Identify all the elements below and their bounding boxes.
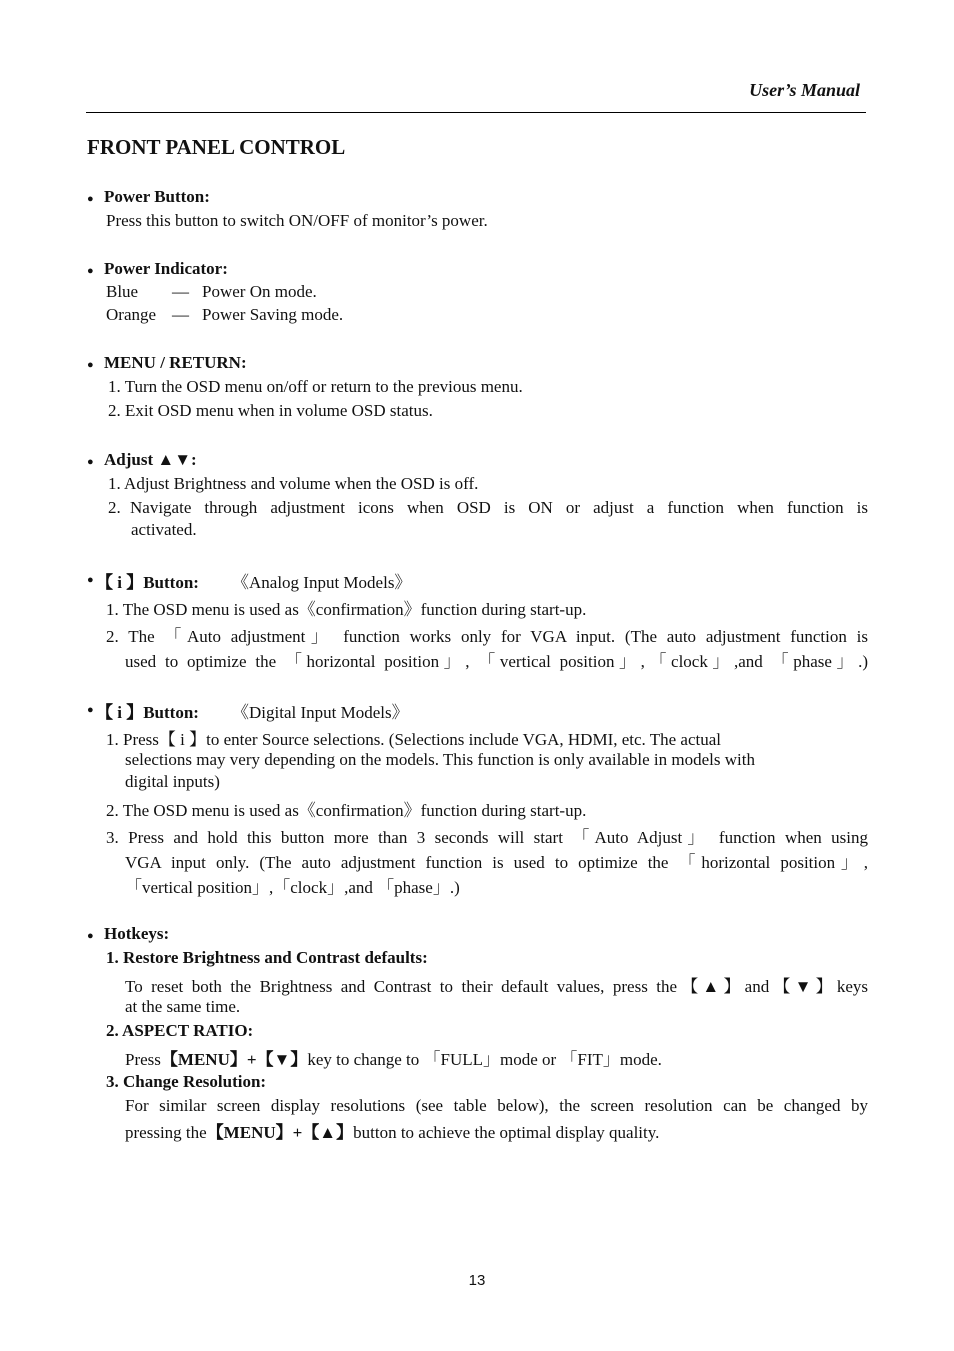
menu-return-item-1: 1. Turn the OSD menu on/off or return to the previous menu. bbox=[108, 377, 523, 396]
digital-item-3-line-2: VGA input only. (The auto adjustment function is used to optimize the 「horizontal position」, bbox=[125, 853, 868, 872]
bullet: ● bbox=[87, 574, 94, 586]
analog-item-1: 1. The OSD menu is used as《confirmation》function during start-up. bbox=[106, 600, 587, 619]
digital-item-1-line-1: 1. Press【 i 】to enter Source selections. (Selections include VGA, HDMI, etc. The actual bbox=[106, 730, 722, 749]
hotkey-2-keys: 【MENU】+【▼】 bbox=[160, 1050, 308, 1069]
analog-models-tag: 《Analog Input Models》 bbox=[232, 573, 412, 592]
digital-models-tag: 《Digital Input Models》 bbox=[232, 703, 409, 722]
hotkey-2-title: 2. ASPECT RATIO: bbox=[106, 1021, 254, 1040]
i-button-digital-label: 【 i 】Button: bbox=[96, 703, 199, 722]
indicator-color-orange: Orange bbox=[106, 305, 157, 324]
bullet: ● bbox=[87, 359, 94, 371]
bullet: ● bbox=[87, 193, 94, 205]
adjust-item-2-line-2: activated. bbox=[131, 520, 197, 539]
hotkey-2-post: key to change to 「FULL」mode or 「FIT」mode. bbox=[307, 1050, 662, 1069]
digital-item-1-line-2: selections may very depending on the models. This function is only available in models with bbox=[125, 750, 755, 769]
power-button-desc: Press this button to switch ON/OFF of monitor’s power. bbox=[106, 211, 488, 230]
digital-item-3-line-1: 3. Press and hold this button more than 3 seconds will start 「Auto Adjust」 function when using bbox=[106, 828, 868, 847]
bullet: ● bbox=[87, 704, 94, 716]
indicator-dash: — bbox=[172, 282, 189, 301]
hotkey-3-pre: pressing the bbox=[125, 1123, 207, 1142]
page-number: 13 bbox=[468, 1272, 486, 1289]
adjust-item-2-number: 2. bbox=[108, 498, 121, 517]
power-button-label: Power Button: bbox=[104, 187, 210, 206]
menu-return-item-2: 2. Exit OSD menu when in volume OSD status. bbox=[108, 401, 433, 420]
header-rule bbox=[86, 112, 866, 113]
page-title: FRONT PANEL CONTROL bbox=[87, 135, 346, 159]
hotkey-3-line-2 bbox=[125, 1118, 659, 1143]
hotkey-1-line-1: To reset both the Brightness and Contrast to their default values, press the【▲】and【▼】keys bbox=[125, 977, 868, 996]
i-button-analog-label: 【 i 】Button: bbox=[96, 573, 199, 592]
digital-item-2: 2. The OSD menu is used as《confirmation》function during start-up. bbox=[106, 801, 587, 820]
menu-return-label: MENU / RETURN: bbox=[104, 353, 247, 372]
adjust-item-1: 1. Adjust Brightness and volume when the OSD is off. bbox=[108, 474, 479, 493]
indicator-dash: — bbox=[172, 305, 189, 324]
hotkey-3-line-1: For similar screen display resolutions (see table below), the screen resolution can be changed by bbox=[125, 1096, 868, 1115]
indicator-color-blue: Blue bbox=[106, 282, 139, 301]
hotkey-3-post: button to achieve the optimal display quality. bbox=[353, 1123, 660, 1142]
indicator-mode-saving: Power Saving mode. bbox=[202, 305, 344, 324]
bullet: ● bbox=[87, 265, 94, 277]
hotkey-2-pre: Press bbox=[125, 1050, 161, 1069]
indicator-mode-on: Power On mode. bbox=[202, 282, 317, 301]
hotkey-3-keys: 【MENU】+【▲】 bbox=[206, 1123, 354, 1142]
power-indicator-label: Power Indicator: bbox=[104, 259, 228, 278]
adjust-item-2-line-1: Navigate through adjustment icons when OSD is ON or adjust a function when function is bbox=[130, 498, 868, 517]
running-header: User’s Manual bbox=[749, 80, 860, 100]
analog-item-2-line-1: 2. The 「Auto adjustment」 function works only for VGA input. (The auto adjustment function is bbox=[106, 627, 868, 646]
hotkey-1-line-2: at the same time. bbox=[125, 997, 241, 1016]
adjust-label: Adjust ▲▼: bbox=[104, 450, 197, 469]
digital-item-3-line-3: 「vertical position」,「clock」,and 「phase」.) bbox=[125, 878, 460, 897]
analog-item-2-line-2: used to optimize the 「horizontal position」, 「vertical position」,「clock」,and 「phase」.) bbox=[125, 652, 868, 671]
bullet: ● bbox=[87, 456, 94, 468]
digital-item-1-line-3: digital inputs) bbox=[125, 772, 220, 791]
bullet: ● bbox=[87, 930, 94, 942]
hotkey-1-title: 1. Restore Brightness and Contrast defaults: bbox=[106, 948, 428, 967]
hotkey-3-title: 3. Change Resolution: bbox=[106, 1072, 267, 1091]
hotkeys-label: Hotkeys: bbox=[104, 924, 170, 943]
hotkey-2-line bbox=[125, 1045, 662, 1070]
